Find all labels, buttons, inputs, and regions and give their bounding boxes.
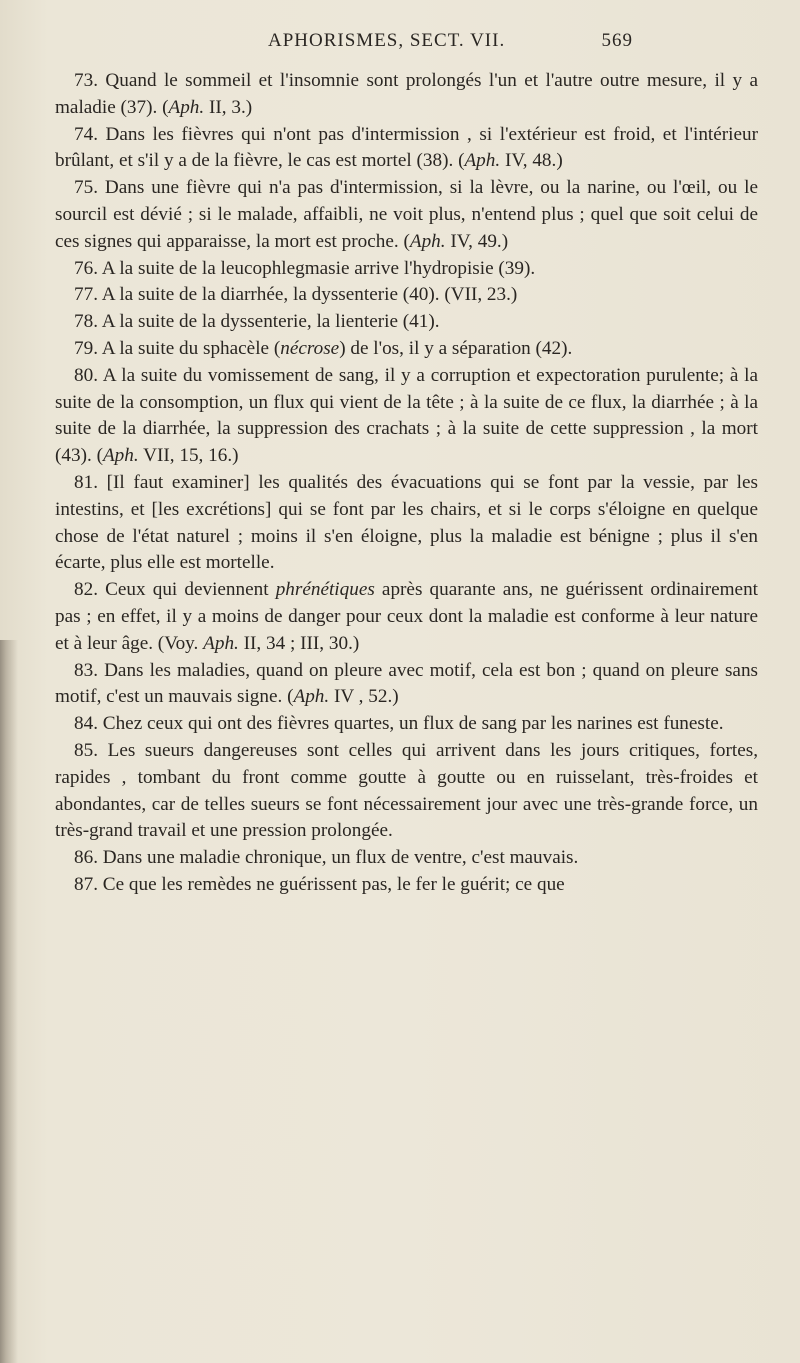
page-number: 569: [601, 30, 633, 51]
aphorism: 79. A la suite du sphacèle (nécrose) de l'os, il y a séparation (42).: [74, 337, 573, 359]
running-title: APHORISMES, SECT. VII.: [268, 30, 506, 51]
aphorism: 85. Les sueurs dangereuses sont celles qui arrivent dans les jours critiques, fortes, rapides , tombant du front comme goutte à goutte ou en ruisselant, très-froides et abondantes, car de telles sueurs se font nécessairement jour avec une très-grande force, un très-grand travail et une pression prolongée.: [55, 739, 758, 842]
aphorism: 75. Dans une fièvre qui n'a pas d'intermission, si la lèvre, ou la narine, ou l'œil, ou le sourcil est dévié ; si le malade, affaibli, ne voit plus, n'entend plus ; quel que soit celui de ces signes qui apparaisse, la mort est proche. (Aph. IV, 49.): [55, 177, 759, 252]
aphorism: 74. Dans les fièvres qui n'ont pas d'intermission , si l'extérieur est froid, et l'intérieur brûlant, et s'il y a de la fièvre, le cas est mortel (38). (Aph. IV, 48.): [55, 123, 758, 172]
aphorism: 82. Ceux qui deviennent phrénétiques après quarante ans, ne guérissent ordinairement pas ; en effet, il y a moins de danger pour ceux dont la maladie est conforme à leur nature et à leur âge. (Voy. Aph. II, 34 ; III, 30.): [55, 579, 758, 654]
page-header: [268, 30, 768, 60]
aphorism: 86. Dans une maladie chronique, un flux de ventre, c'est mauvais.: [74, 847, 579, 869]
aphorism: 87. Ce que les remèdes ne guérissent pas, le fer le guérit; ce que: [74, 873, 565, 895]
binding-shadow: [0, 640, 18, 1363]
aphorism: 84. Chez ceux qui ont des fièvres quartes, un flux de sang par les narines est funeste.: [74, 713, 724, 735]
aphorism: 77. A la suite de la diarrhée, la dyssenterie (40). (VII, 23.): [74, 284, 518, 306]
aphorism: 80. A la suite du vomissement de sang, il y a corruption et expectoration purulente; à la suite de la consomption, un flux qui vient de la tête ; à la suite de ce flux, la diarrhée ; à la suite de la diarrhée, la suppression des crachats ; à la suite de cette suppression , la mort (43). (Aph. VII, 15, 16.): [55, 364, 758, 467]
aphorism: 83. Dans les maladies, quand on pleure avec motif, cela est bon ; quand on pleure sans motif, c'est un mauvais signe. (Aph. IV , 52.): [55, 659, 759, 708]
aphorism: 81. [Il faut examiner] les qualités des évacuations qui se font par la vessie, par les intestins, et [les excrétions] qui se font par les chairs, et si le corps s'éloigne en quelque chose de l'état naturel ; moins il s'en éloigne, plus la maladie est bénigne ; plus il s'en écarte, plus elle est mortelle.: [55, 471, 758, 574]
aphorism: 78. A la suite de la dyssenterie, la lienterie (41).: [74, 311, 440, 333]
aphorisms-text: [55, 68, 758, 899]
aphorism: 76. A la suite de la leucophlegmasie arrive l'hydropisie (39).: [74, 257, 536, 279]
aphorism: 73. Quand le sommeil et l'insomnie sont prolongés l'un et l'autre outre mesure, il y a maladie (37). (Aph. II, 3.): [55, 70, 759, 118]
